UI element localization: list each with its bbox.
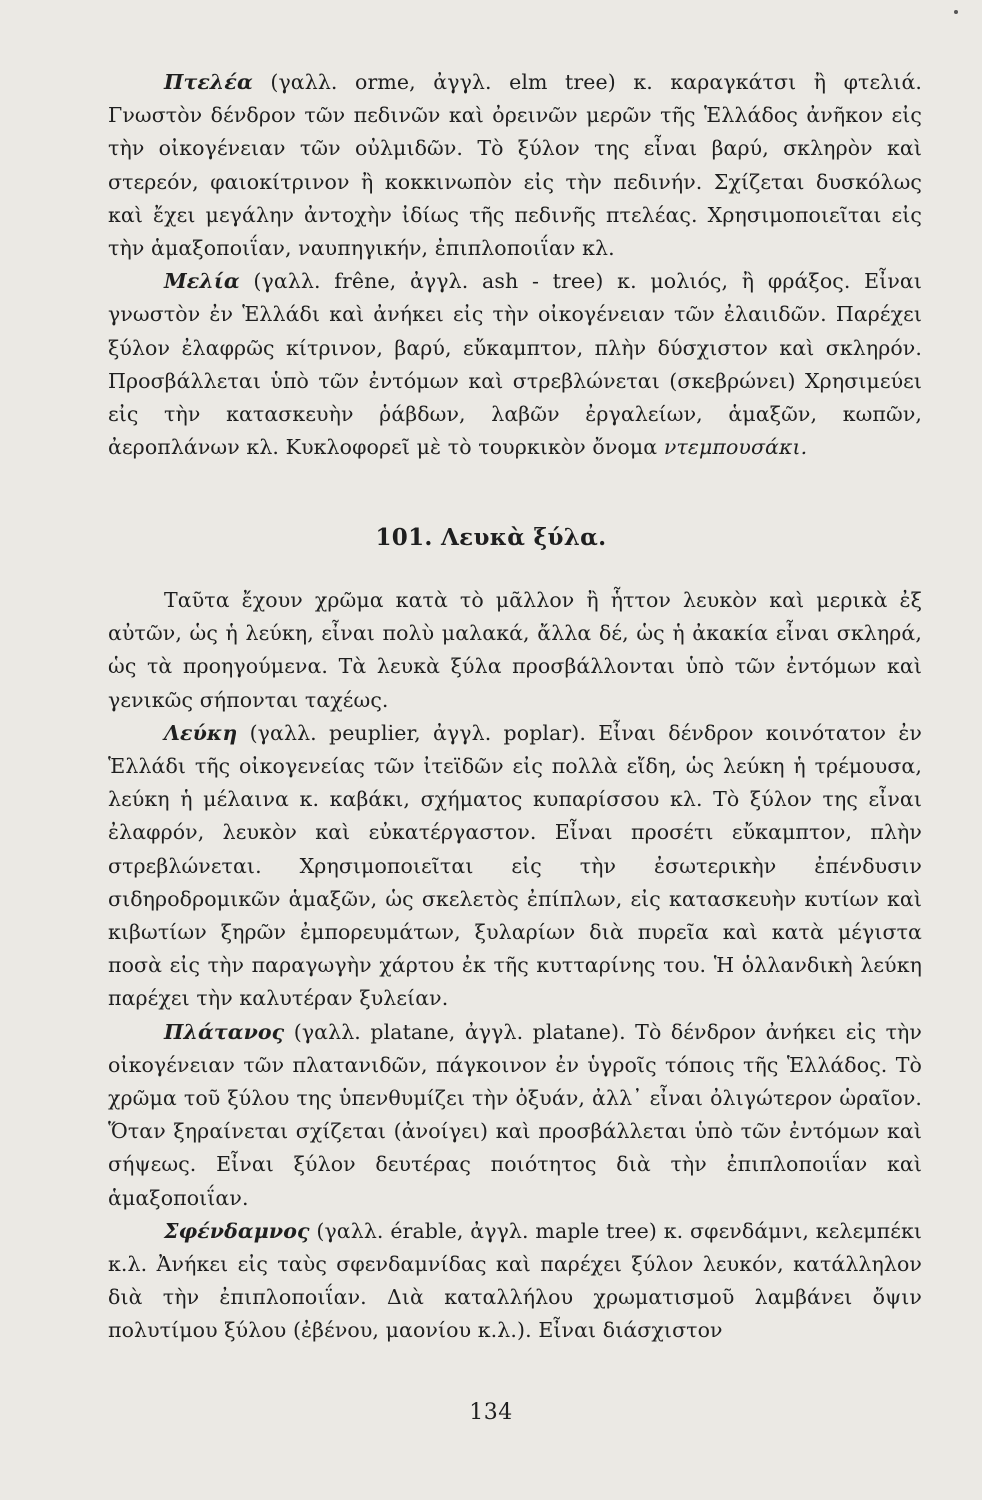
- section-heading: 101. Λευκὰ ξύλα.: [375, 524, 607, 551]
- entry-text: (γαλλ. érable, ἀγγλ. maple tree) κ. σφενδάμνι, κελεμπέκι κ.λ. Ἀνήκει εἰς ταὺς σφενδαμνίδας καὶ παρέχει ξύλον λευκόν, κατάλληλον διὰ τὴν ἐπιπλοποιΐαν. Διὰ καταλλήλου χρωματισμοῦ λαμβάνει ὄψιν πολυτίμου ξύλου (ἐβένου, μαονίου κ.λ.). Εἶναι διάσχιστον: [108, 1218, 922, 1343]
- entry-ptelea: [108, 66, 922, 265]
- entry-text: (γαλλ. platane, ἀγγλ. platane). Τὸ δένδρον ἀνήκει εἰς τὴν οἰκογένειαν τῶν πλατανιδῶν, πάγκοινον ἐν ὑγροῖς τόποις τῆς Ἑλλάδος. Τὸ χρῶμα τοῦ ξύλου της ὑπενθυμίζει τὴν ὀξυάν, ἀλλ᾿ εἶναι ὀλιγώτερον ὡραῖον. Ὅταν ξηραίνεται σχίζεται (ἀνοίγει) καὶ προσβάλλεται ὑπὸ τῶν ἐντόμων καὶ σήψεως. Εἶναι ξύλον δευτέρας ποιότητος διὰ τὴν ἐπιπλοποιΐαν καὶ ἁμαξοποιΐαν.: [108, 1019, 922, 1210]
- page-number: 134: [469, 1400, 513, 1425]
- entry-term: Πτελέα: [164, 70, 253, 94]
- top-entries: [108, 66, 922, 464]
- entry-melia: [108, 265, 922, 464]
- entry-term: Μελία: [164, 269, 240, 294]
- entry-leuki: [108, 717, 922, 1016]
- entry-term: Πλάτανος: [164, 1019, 285, 1044]
- intro-paragraph: Ταῦτα ἔχουν χρῶμα κατὰ τὸ μᾶλλον ἢ ἧττον λευκὸν καὶ μερικὰ ἐξ αὐτῶν, ὡς ἡ λεύκη, εἶναι πολὺ μαλακά, ἄλλα δέ, ὡς ἡ ἀκακία εἶναι σκληρά, ὡς τὰ προηγούμενα. Τὰ λευκὰ ξύλα προσβάλλονται ὑπὸ τῶν ἐντόμων καὶ γενικῶς σήπονται ταχέως.: [108, 588, 922, 712]
- bottom-entries: [108, 584, 922, 1348]
- entry-term: Λεύκη: [164, 720, 238, 745]
- entry-sfendamnos: [108, 1215, 922, 1348]
- entry-italic-name: ντεμπουσάκι.: [663, 435, 808, 460]
- entry-text: (γαλλ. orme, ἀγγλ. elm tree) κ. καραγκάτσι ἢ φτελιά. Γνωστὸν δένδρον τῶν πεδινῶν καὶ ὀρεινῶν μερῶν τῆς Ἑλλάδος ἀνῆκον εἰς τὴν οἰκογένειαν τῶν οὐλμιδῶν. Τὸ ξύλον της εἶναι βαρύ, σκληρὸν καὶ στερεόν, φαιοκίτρινον ἢ κοκκινωπὸν εἰς τὴν πεδινήν. Σχίζεται δυσκόλως καὶ ἔχει μεγάλην ἀντοχὴν ἰδίως τῆς πεδινῆς πτελέας. Χρησιμοποιεῖται εἰς τὴν ἁμαξοποιΐαν, ναυπηγικήν, ἐπιπλοποιΐαν κλ.: [108, 70, 922, 261]
- entry-text: (γαλλ. frêne, ἀγγλ. ash - tree) κ. μολιός, ἢ φράξος. Εἶναι γνωστὸν ἐν Ἑλλάδι καὶ ἀνήκει εἰς τὴν οἰκογένειαν τῶν ἐλαιιδῶν. Παρέχει ξύλον ἐλαφρῶς κίτρινον, βαρύ, εὔκαμπτον, πλὴν δύσχιστον καὶ σκληρόν. Προσβάλλεται ὑπὸ τῶν ἐντόμων καὶ στρεβλώνεται (σκεβρώνει) Χρησιμεύει εἰς τὴν κατασκευὴν ῥάβδων, λαβῶν ἐργαλείων, ἁμαξῶν, κωπῶν, ἀεροπλάνων κλ. Κυκλοφορεῖ μὲ τὸ τουρκικὸν ὄνομα: [108, 269, 922, 460]
- entry-text: (γαλλ. peuplier, ἀγγλ. poplar). Εἶναι δένδρον κοινότατον ἐν Ἑλλάδι τῆς οἰκογενείας τῶν ἰτεϊδῶν εἰς πολλὰ εἴδη, ὡς λεύκη ἡ τρέμουσα, λεύκη ἡ μέλαινα κ. καβάκι, σχήματος κυπαρίσσου κλ. Τὸ ξύλον της εἶναι ἐλαφρόν, λευκὸν καὶ εὐκατέργαστον. Εἶναι προσέτι εὔκαμπτον, πλὴν στρεβλώνεται. Χρησιμοποιεῖται εἰς τὴν ἐσωτερικὴν ἐπένδυσιν σιδηροδρομικῶν ἁμαξῶν, ὡς σκελετὸς ἐπίπλων, εἰς κατασκευὴν κυτίων καὶ κιβωτίων ξηρῶν ἐμπορευμάτων, ξυλαρίων διὰ πυρεῖα καὶ κατὰ μέγιστα ποσὰ εἰς τὴν παραγωγὴν χάρτου ἐκ τῆς κυτταρίνης του. Ἡ ὁλλανδικὴ λεύκη παρέχει τὴν καλυτέραν ξυλείαν.: [108, 720, 922, 1011]
- scan-speck: [954, 10, 958, 14]
- entry-platanos: [108, 1016, 922, 1215]
- entry-term: Σφένδαμνος: [164, 1218, 310, 1243]
